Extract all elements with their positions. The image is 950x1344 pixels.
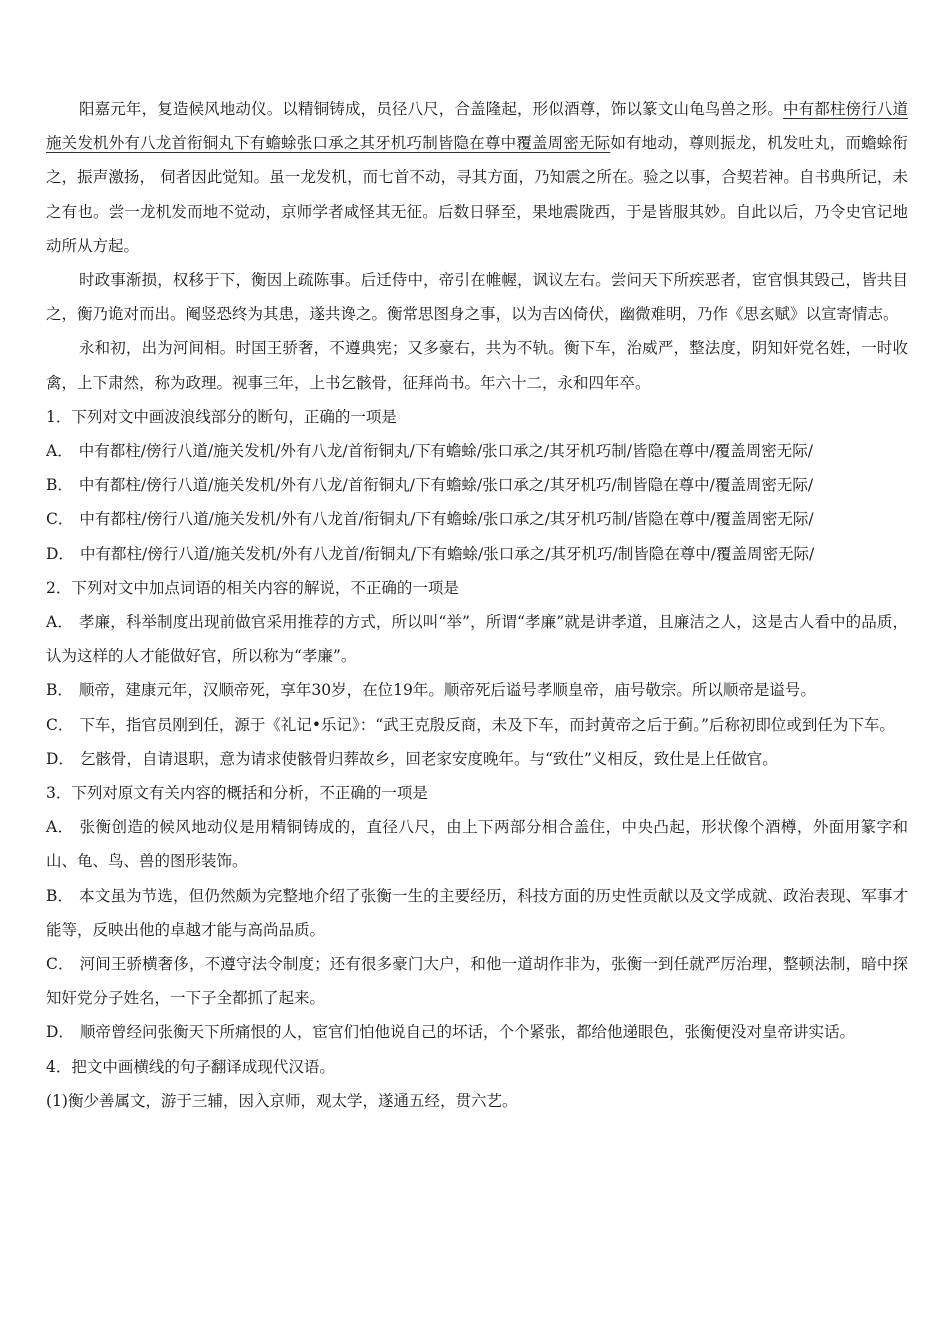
question-option (46, 1015, 908, 1049)
option-text: 顺帝曾经问张衡天下所痛恨的人，宦官们怕他说自己的坏话，个个紧张，都给他递眼色，张衡便没对皇帝讲实话。 (79, 1023, 855, 1042)
option-text: 衡少善属文，游于三辅，因入京师，观太学，遂通五经，贯六艺。 (67, 1091, 518, 1110)
option-text: 乞骸骨，自请退职，意为请求使骸骨归葬故乡，回老家安度晚年。与“致仕”义相反，致仕是上任做官。 (79, 749, 778, 768)
option-text: 本文虽为节选，但仍然颇为完整地介绍了张衡一生的主要经历，科技方面的历史性贡献以及文学成就、政治表现、军事才能等，反映出他的卓越才能与高尚品质。 (46, 886, 908, 939)
option-label: C． (46, 715, 74, 734)
passage-paragraph-1 (46, 92, 908, 263)
question-option (46, 879, 908, 947)
option-label: D． (46, 749, 74, 768)
question-option (46, 468, 908, 502)
option-label: C． (46, 510, 74, 529)
question-option (46, 1084, 908, 1118)
option-label: (1) (46, 1091, 68, 1110)
option-text: 河间王骄横奢侈，不遵守法令制度；还有很多豪门大户，和他一道胡作非为，张衡一到任就严厉治理，整顿法制，暗中探知奸党分子姓名，一下子全都抓了起来。 (46, 955, 908, 1008)
option-label: B． (46, 886, 74, 905)
option-label: D． (46, 544, 74, 563)
option-text: 顺帝，建康元年，汉顺帝死，享年30岁，在位19年。顺帝死后谥号孝顺皇帝，庙号敬宗。所以顺帝是谥号。 (78, 681, 816, 700)
question-stem: 3．下列对原文有关内容的概括和分析，不正确的一项是 (46, 784, 428, 803)
question-option (46, 947, 908, 1015)
option-text: 中有都柱/傍行八道/施关发机/外有八龙/首衔铜丸/下有蟾蜍/张口承之/其牙机巧制/皆隐在尊中/覆盖周密无际/ (78, 442, 813, 461)
passage-paragraph-3: 永和初，出为河间相。时国王骄奢，不遵典宪；又多豪右，共为不轨。衡下车，治威严，整法度，阴知奸党名姓，一时收禽，上下肃然，称为政理。视事三年，上书乞骸骨，征拜尚书。年六十二，永和四年卒。 (46, 339, 908, 392)
question-option (46, 742, 908, 776)
passage-paragraph-2: 时政事渐损，权移于下，衡因上疏陈事。后迁侍中，帝引在帷幄，讽议左右。尝问天下所疾恶者，宦官惧其毁己，皆共目之，衡乃诡对而出。阉竖恐终为其患，遂共谗之。衡常思图身之事，以为吉凶倚伏，幽微难明，乃作《思玄赋》以宣寄情志。 (46, 271, 908, 324)
wavy-underlined-text: 中有都柱傍行八道施关发机外有八龙首衔铜丸下有蟾蜍张口承之其牙机巧制皆隐在尊中覆盖周密无际 (46, 100, 908, 153)
option-label: D． (46, 1023, 74, 1042)
option-text: 张衡创造的候风地动仪是用精铜铸成的，直径八尺，由上下两部分相合盖住，中央凸起，形状像个酒樽，外面用篆字和山、龟、鸟、兽的图形装饰。 (46, 818, 908, 871)
option-text: 孝廉，科举制度出现前做官采用推荐的方式，所以叫“举”，所谓“孝廉”就是讲孝道，且廉洁之人，这是古人看中的品质，认为这样的人才能做好官，所以称为“孝廉”。 (46, 613, 908, 666)
question-option (46, 537, 908, 571)
option-label: C． (46, 955, 74, 974)
option-label: B． (46, 681, 73, 700)
passage-text: 阳嘉元年，复造候风地动仪。以精铜铸成，员径八尺，合盖隆起，形似酒尊，饰以篆文山龟鸟兽之形。 (79, 100, 783, 118)
question-option (46, 708, 908, 742)
question-stem: 4．把文中画横线的句子翻译成现代汉语。 (46, 1057, 335, 1076)
question-option (46, 673, 908, 707)
option-label: B． (46, 476, 73, 495)
option-label: A． (46, 818, 74, 837)
question-option (46, 434, 908, 468)
question-option (46, 810, 908, 878)
option-text: 中有都柱/傍行八道/施关发机/外有八龙首/衔铜丸/下有蟾蜍/张口承之/其牙机巧/制皆隐在尊中/覆盖周密无际/ (79, 544, 815, 563)
question-stem: 1．下列对文中画波浪线部分的断句，正确的一项是 (46, 407, 397, 426)
question-option (46, 502, 908, 536)
option-text: 下车，指官员刚到任，源于《礼记•乐记》：“武王克殷反商，未及下车，而封黄帝之后于蓟。”后称初即位或到任为下车。 (79, 715, 895, 734)
passage-text: 如有地动，尊则振龙，机发吐丸，而蟾蜍衔之，振声激扬， 伺者因此觉知。虽一龙发机，而七首不动，寻其方面，乃知震之所在。验之以事，合契若神。自书典所记，未之有也。尝一龙机发而地不觉动，京师学者咸怪其无征。后数日驿至，果地震陇西，于是皆服其妙。自此以后，乃令史官记地动所从方起。 (46, 134, 908, 255)
option-text: 中有都柱/傍行八道/施关发机/外有八龙/首衔铜丸/下有蟾蜍/张口承之/其牙机巧/制皆隐在尊中/覆盖周密无际/ (78, 476, 814, 495)
question-option (46, 605, 908, 673)
option-text: 中有都柱/傍行八道/施关发机/外有八龙首/衔铜丸/下有蟾蜍/张口承之/其牙机巧制/皆隐在尊中/覆盖周密无际/ (79, 510, 814, 529)
question-stem: 2．下列对文中加点词语的相关内容的解说，不正确的一项是 (46, 578, 459, 597)
document-page (46, 92, 908, 1118)
option-label: A． (46, 442, 73, 461)
option-label: A． (46, 613, 73, 632)
